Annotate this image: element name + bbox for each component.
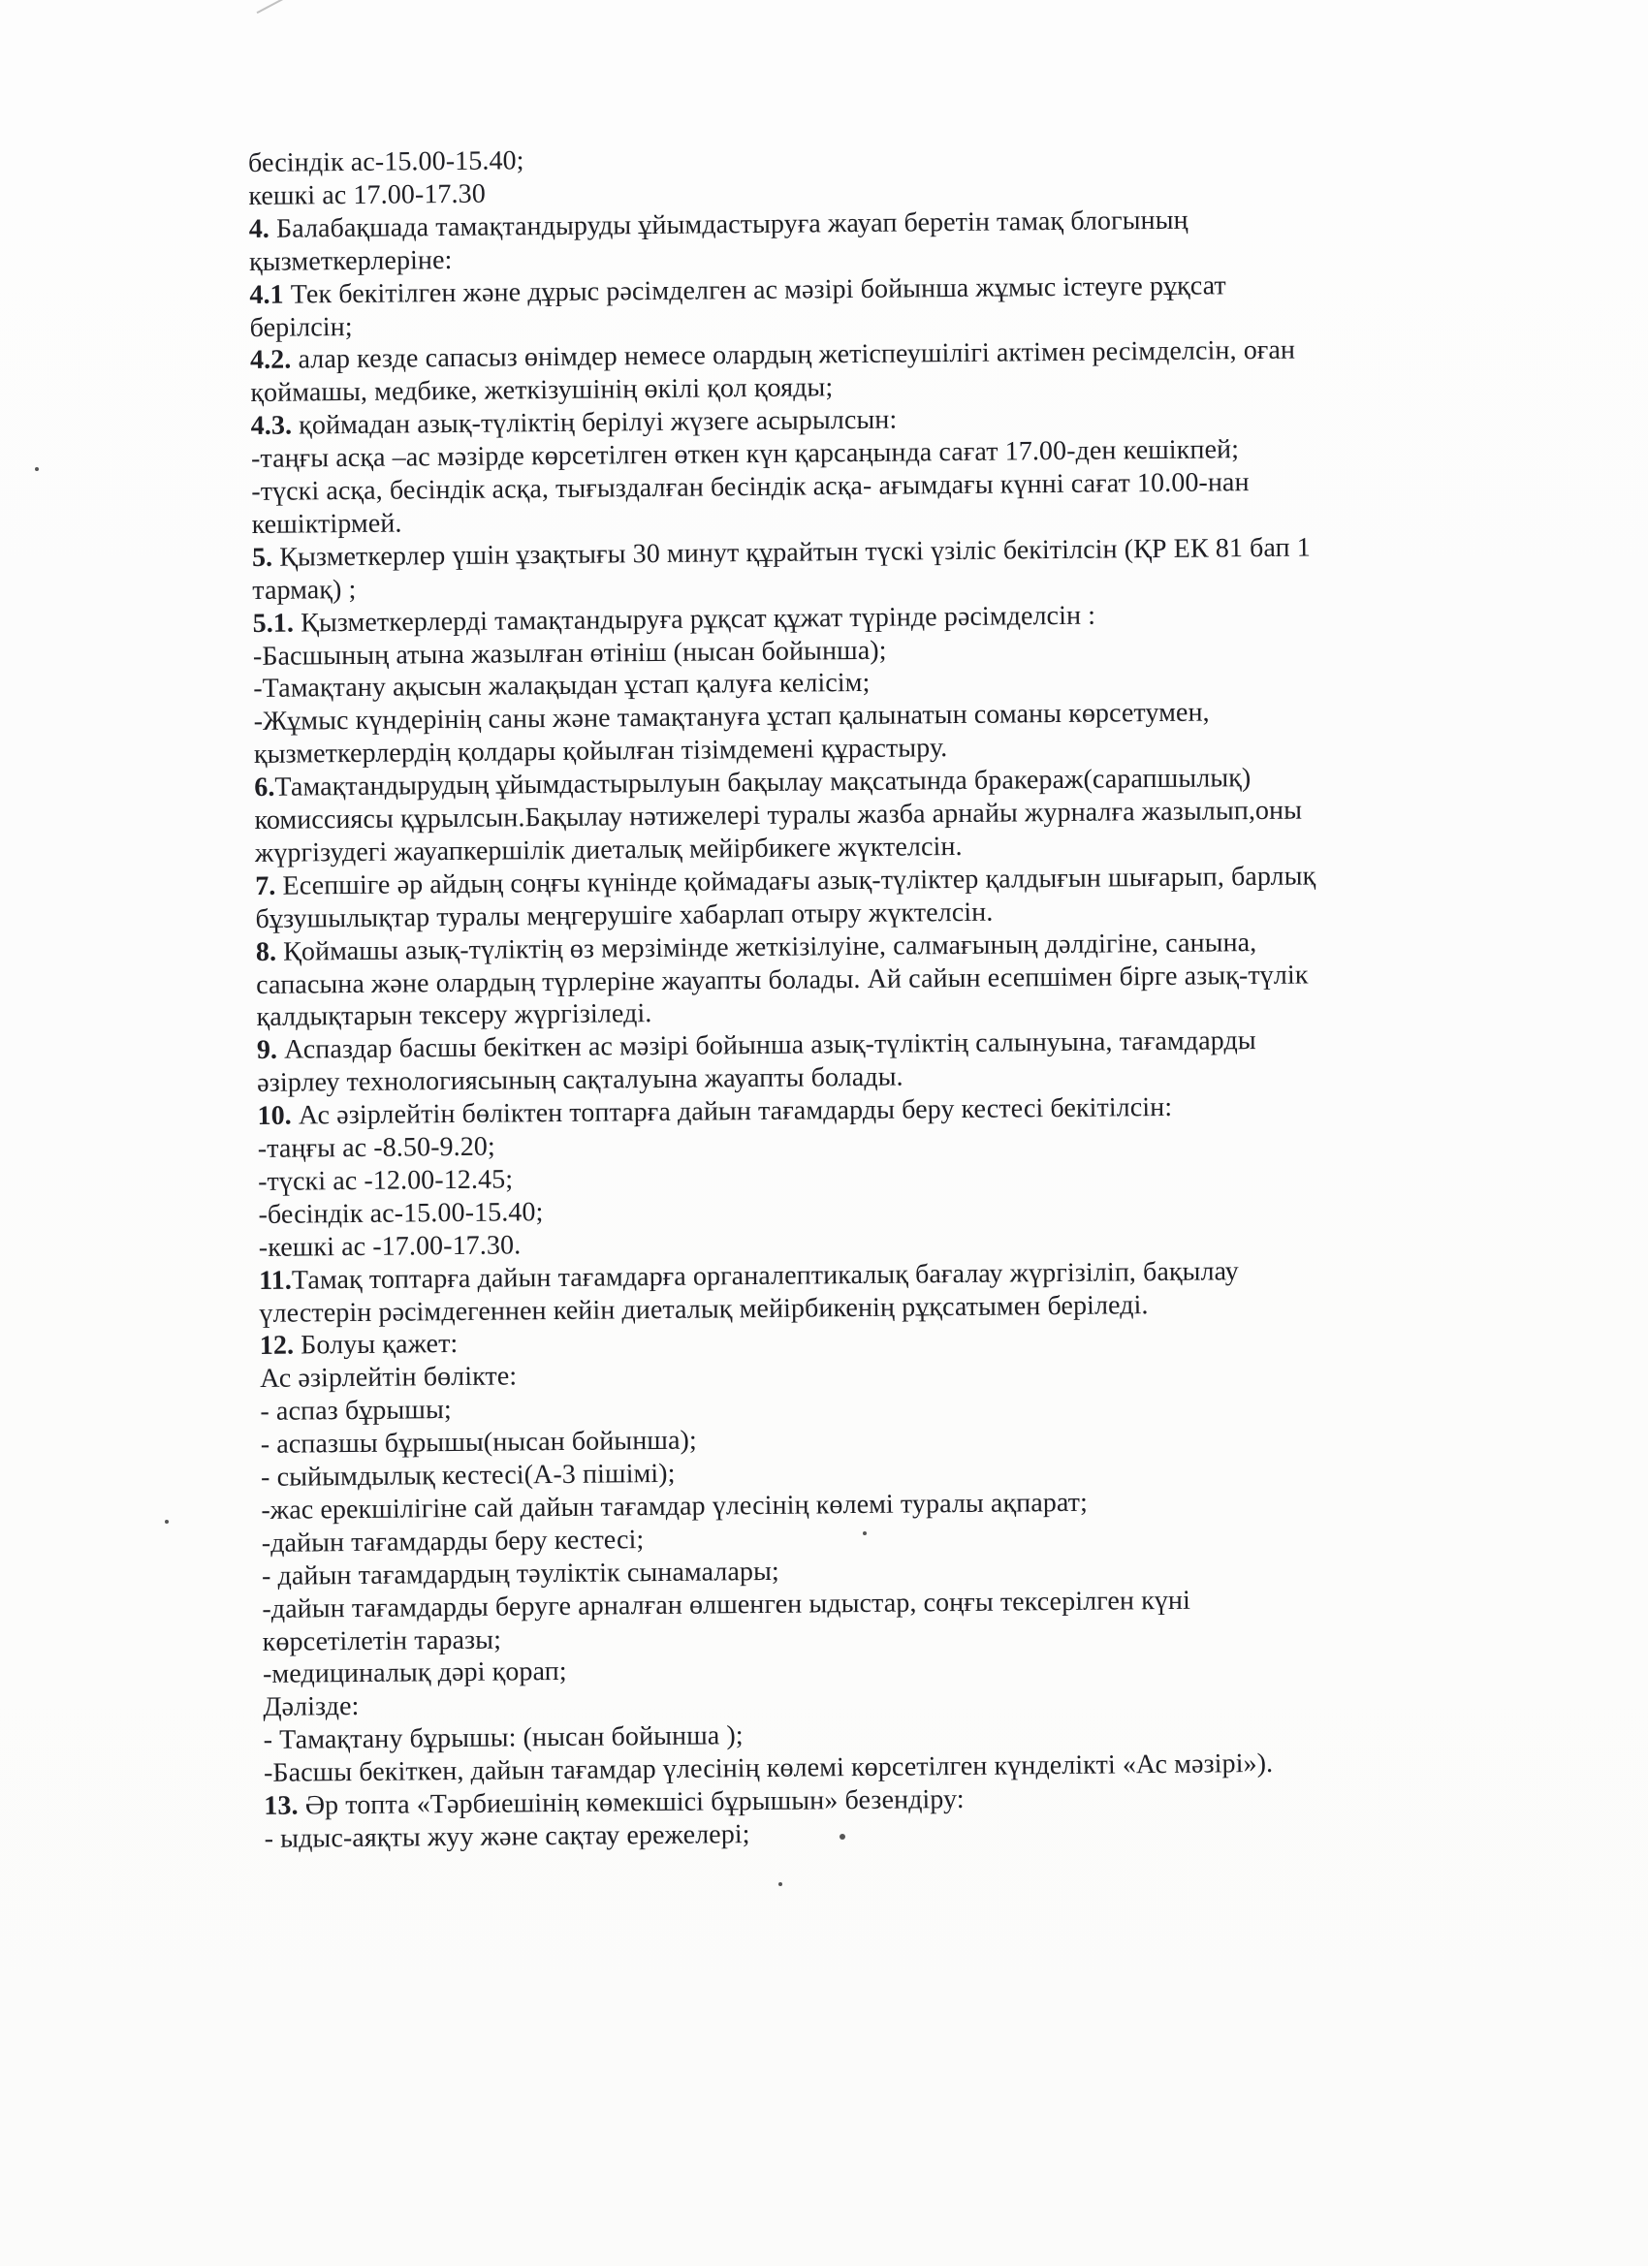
- line-text: үлестерін рәсімдегеннен кейін диеталық мейірбикенің рұқсатымен беріледі.: [259, 1289, 1149, 1329]
- line-text: Тек бекітілген және дұрыс рәсімделген ас мәзірі бойынша жұмыс істеуге рұқсат: [283, 269, 1226, 310]
- document-line: [261, 1487, 1088, 1528]
- document-line: [250, 310, 353, 344]
- clause-number: 4.: [248, 213, 270, 244]
- line-text: жүргізудегі жауапкершілік диеталық мейірбикеге жүктелсін.: [254, 831, 963, 868]
- line-text: - аспазшы бұрышы(нысан бойынша);: [260, 1425, 697, 1461]
- line-text: Балабақшада тамақтандыруды ұйымдастыруға жауап беретін тамақ блогының: [269, 205, 1188, 244]
- line-text: әзірлеу технологиясының сақталуына жауапты болады.: [257, 1061, 903, 1099]
- document-line: [252, 599, 1095, 640]
- line-text: Қызметкерлер үшін ұзақтығы 30 минут құрайтын түскі үзіліс бекітілсін (ҚР ЕК 81 бап 1: [272, 532, 1312, 573]
- line-text: Аспаздар басшы бекіткен ас мәзірі бойынша азық-түліктің салынуына, тағамдарды: [276, 1025, 1256, 1066]
- scan-speck: [863, 1531, 867, 1535]
- document-line: [263, 1655, 567, 1691]
- line-text: - аспаз бұрышы;: [260, 1395, 452, 1428]
- clause-number: 12.: [259, 1330, 295, 1362]
- line-text: қызметкерлеріне:: [248, 244, 453, 277]
- scan-speck: [778, 1882, 782, 1886]
- document-line: [264, 1783, 965, 1823]
- line-text: бұзушылықтар туралы меңгерушіге хабарлап отыру жүктелсін.: [255, 897, 994, 934]
- scan-speck: [35, 467, 39, 471]
- line-text: сапасына және олардың түрлеріне жауапты болады. Ай сайын есепшімен бірге азық-түлік: [256, 960, 1309, 1000]
- document-line: [249, 244, 453, 279]
- line-text: - ыдыс-аяқты жуу және сақтау ережелері;: [264, 1819, 750, 1854]
- document-line: [262, 1524, 645, 1560]
- document-line: [258, 1163, 513, 1199]
- document-line: [261, 1458, 676, 1495]
- line-text: бесіндік ас-15.00-15.40;: [247, 145, 524, 178]
- document-line: [256, 997, 651, 1034]
- scan-speck: [840, 1834, 845, 1840]
- document-line: [259, 1229, 522, 1265]
- clause-number: 4.1: [249, 279, 284, 310]
- line-text: Есепшіге әр айдың соңғы күнінде қоймадағы азық-түліктер қалдығын шығарып, барлық: [275, 861, 1316, 901]
- line-text: -Тамақтану ақысын жалақыдан ұстап қалуға келісім;: [253, 668, 871, 705]
- line-text: Тамақ топтарға дайын тағамдарға органалептикалық бағалау жүргізіліп, бақылау: [291, 1255, 1239, 1296]
- document-line: [260, 1394, 452, 1429]
- line-text: -Басшының атына жазылған өтініш (нысан бойынша);: [252, 635, 887, 672]
- line-text: -таңғы ас -8.50-9.20;: [257, 1131, 495, 1164]
- document-line: [262, 1555, 779, 1592]
- document-line: [260, 1361, 517, 1397]
- clause-number: 10.: [257, 1100, 292, 1132]
- line-text: тармақ) ;: [252, 574, 357, 606]
- line-text: -таңғы асқа –ас мәзірде көрсетілген өткен күн қарсаңында сағат 17.00-ден кешікпей;: [250, 434, 1240, 475]
- clause-number: 9.: [256, 1035, 278, 1066]
- document-line: [261, 1425, 697, 1462]
- clause-number: 4.3.: [250, 410, 293, 442]
- line-text: алар кезде сапасыз өнімдер немесе олардың жетіспеушілігі актімен ресімделсін, оған: [291, 335, 1296, 375]
- document-line: [252, 574, 356, 608]
- clause-number: 6.: [254, 772, 275, 803]
- line-text: -түскі ас -12.00-12.45;: [258, 1164, 514, 1197]
- document-line: [263, 1623, 502, 1658]
- document-line: [250, 334, 1295, 377]
- line-text: -дайын тағамдарды беру кестесі;: [261, 1524, 645, 1559]
- line-text: Ас әзірлейтін бөліктен топтарға дайын тағамдарды беру кестесі бекітілсін:: [291, 1091, 1173, 1131]
- line-text: қоймадан азық-түліктің берілуі жүзеге асырылсын:: [291, 404, 898, 441]
- document-line: [248, 178, 486, 213]
- clause-number: 7.: [255, 870, 276, 901]
- document-line: [252, 507, 402, 541]
- line-text: көрсетілетін таразы;: [262, 1624, 502, 1657]
- line-text: комиссиясы құрылсын.Бақылау нәтижелері туралы жазба арнайы журналға жазылып,оны: [254, 795, 1303, 835]
- line-text: Дәлізде:: [263, 1691, 360, 1723]
- line-text: -түскі асқа, бесіндік асқа, тығыздалған бесіндік асқа- ағымдағы күнні сағат 10.00-нан: [251, 467, 1250, 507]
- line-text: Қызметкерлерді тамақтандыруға рұқсат құжат түрінде рәсімделсін :: [293, 600, 1096, 639]
- document-line: [264, 1719, 744, 1757]
- line-text: кешкі ас 17.00-17.30: [248, 178, 487, 211]
- line-text: -кешкі ас -17.00-17.30.: [258, 1230, 522, 1263]
- line-text: қоймашы, медбике, жеткізушінің өкілі қол қояды;: [250, 372, 834, 409]
- line-text: Ас әзірлейтін бөлікте:: [259, 1361, 518, 1395]
- document-line: [260, 1328, 459, 1363]
- clause-number: 5.: [251, 542, 273, 573]
- line-text: Болуы қажет:: [293, 1329, 459, 1361]
- scan-speck: [165, 1520, 169, 1524]
- line-text: - Тамақтану бұрышы: (нысан бойынша );: [263, 1720, 744, 1756]
- line-text: берілсін;: [249, 311, 353, 343]
- line-text: қалдықтарын тексеру жүргізіледі.: [256, 998, 652, 1033]
- clause-number: 4.2.: [249, 344, 292, 376]
- clause-number: 5.1.: [252, 608, 295, 639]
- document-line: [252, 531, 1311, 574]
- document-line: [265, 1818, 750, 1856]
- clause-number: 13.: [264, 1790, 299, 1821]
- line-text: қызметкерлердің қолдары қойылған тізімдемені құрастыру.: [253, 733, 948, 771]
- line-text: Тамақтандырудың ұйымдастырылуын бақылау мақсатында бракераж(сарапшылық): [274, 763, 1252, 803]
- line-text: кешіктірмей.: [251, 508, 402, 540]
- line-text: - сыйымдылық кестесі(А-3 пішімі);: [260, 1458, 676, 1493]
- clause-number: 11.: [258, 1265, 293, 1296]
- document-line: [248, 144, 524, 180]
- line-text: -Басшы бекіткен, дайын тағамдар үлесінің көлемі көрсетілген күнделікті «Ас мәзірі»).: [263, 1748, 1274, 1789]
- line-text: -бесіндік ас-15.00-15.40;: [258, 1196, 544, 1230]
- document-line: [263, 1690, 359, 1724]
- clause-number: 8.: [255, 936, 277, 967]
- document-line: [258, 1196, 543, 1232]
- line-text: Қоймашы азық-түліктің өз мерзімінде жеткізілуіне, салмағының дәлдігіне, санына,: [275, 927, 1257, 967]
- line-text: -Жұмыс күндерінің саны және тамақтануға ұстап қалынатын соманы көрсетумен,: [253, 697, 1210, 738]
- line-text: -медициналық дәрі қорап;: [262, 1656, 567, 1690]
- line-text: Әр топта «Тәрбиешінің көмекшісі бұрышын» безендіру:: [298, 1783, 965, 1821]
- line-text: -жас ерекшілігіне сай дайын тағамдар үлесінің көлемі туралы ақпарат;: [261, 1487, 1089, 1526]
- document-line: [258, 1131, 495, 1166]
- line-text: -дайын тағамдарды беруге арналған өлшенген ыдыстар, соңғы тексерілген күні: [262, 1585, 1191, 1624]
- line-text: - дайын тағамдардың тәуліктік сынамалары;: [261, 1556, 779, 1591]
